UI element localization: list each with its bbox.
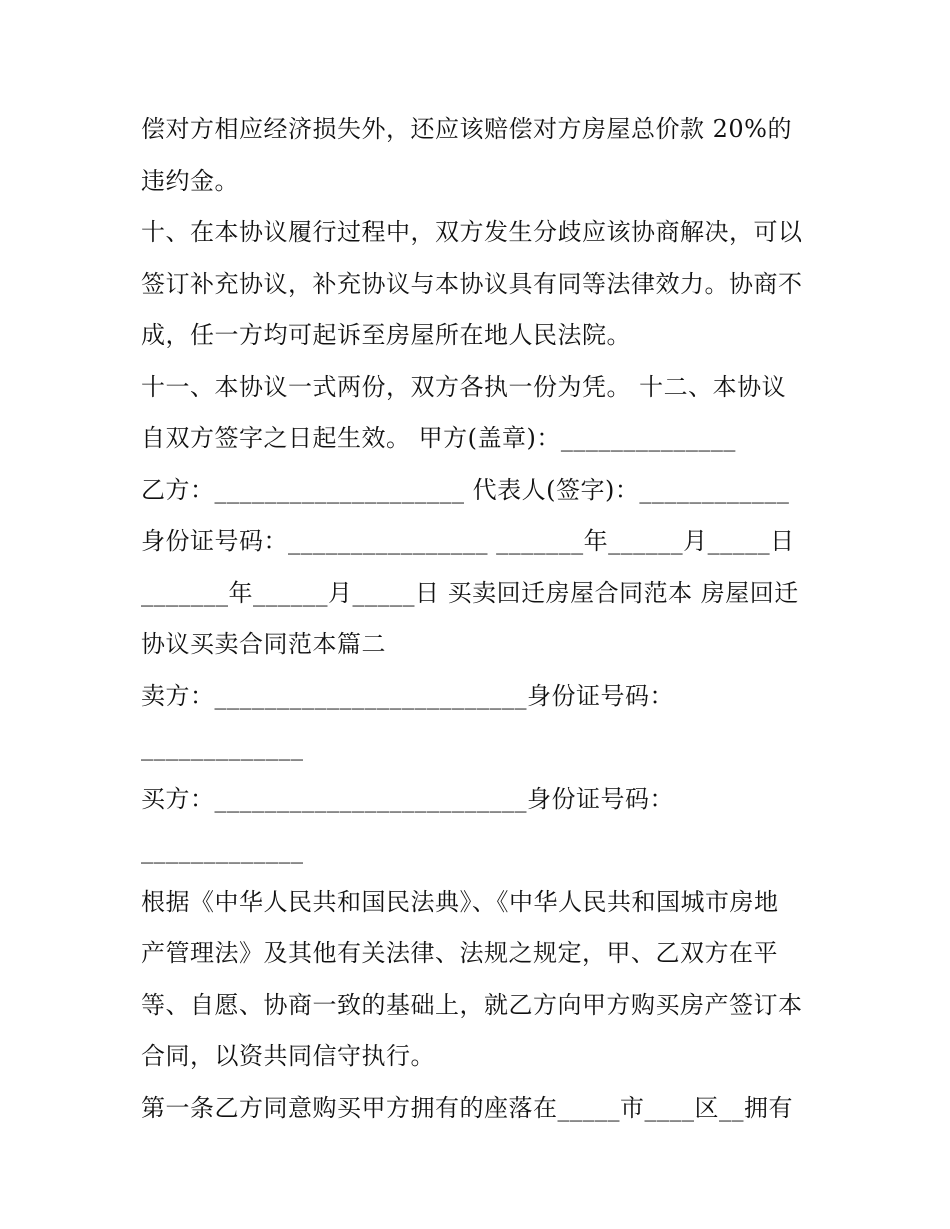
text-line: 乙方：____________________ 代表人(签字)：____________ (141, 475, 790, 504)
text-line: 违约金。 (141, 166, 239, 195)
text-line: _____________ (141, 733, 304, 761)
text-line: 根据《中华人民共和国民法典》、《中华人民共和国城市房地 (141, 887, 779, 916)
text-line: _____________ (141, 836, 304, 864)
text-line: 十一、本协议一式两份，双方各执一份为凭。 十二、本协议 (141, 372, 787, 401)
document-page (141, 104, 821, 1134)
text-line: 偿对方相应经济损失外，还应该赔偿对方房屋总价款 20%的 (141, 115, 792, 143)
text-line: 卖方：_________________________身份证号码： (141, 681, 674, 710)
text-line: 等、自愿、协商一致的基础上，就乙方向甲方购买房产签订本 (141, 990, 803, 1019)
text-line: 成，任一方均可起诉至房屋所在地人民法院。 (141, 321, 631, 349)
text-line: 产管理法》及其他有关法律、法规之规定，甲、乙双方在平 (141, 939, 778, 967)
text-line: 协议买卖合同范本篇二 (141, 630, 386, 658)
text-line: 买方：_________________________身份证号码： (141, 784, 674, 813)
text-line: 第一条乙方同意购买甲方拥有的座落在_____市____区__拥有 (141, 1093, 793, 1122)
text-line: 身份证号码：________________ _______年______月_____日 (141, 527, 795, 555)
text-line: 自双方签字之日起生效。 甲方(盖章)：______________ (141, 424, 736, 452)
text-line: 合同，以资共同信守执行。 (141, 1042, 435, 1070)
text-line: _______年______月_____日 买卖回迁房屋合同范本 房屋回迁 (141, 578, 799, 607)
text-line: 十、在本协议履行过程中，双方发生分歧应该协商解决，可以 (141, 218, 803, 246)
text-line: 签订补充协议，补充协议与本协议具有同等法律效力。协商不 (141, 269, 803, 298)
